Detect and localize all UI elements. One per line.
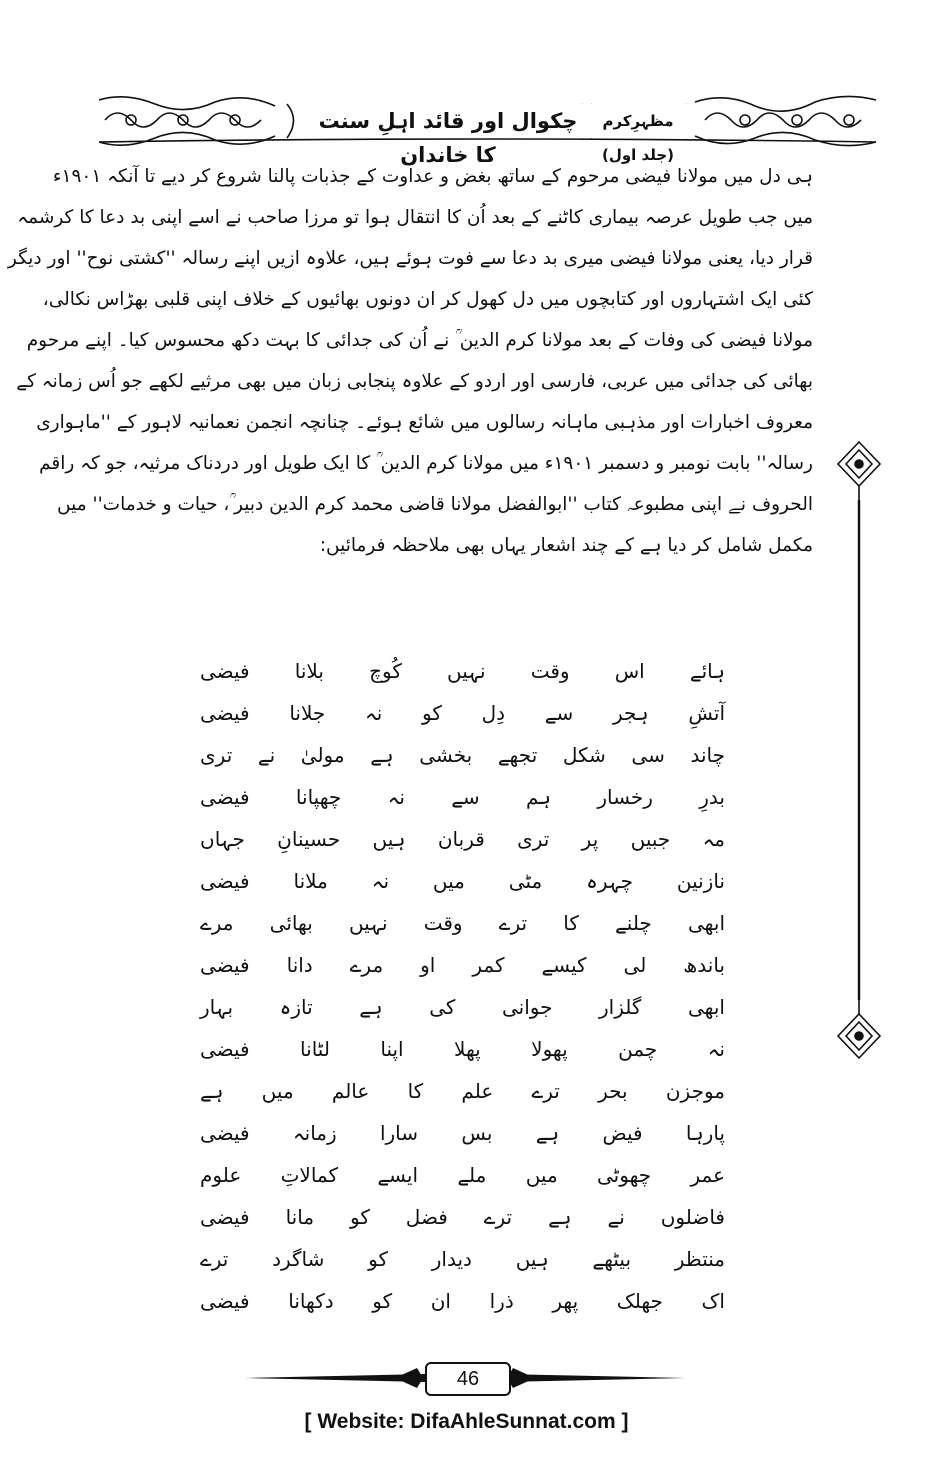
paragraph-line: مکمل شامل کر دیا ہے کے چند اشعار یہاں بھی ملاحظہ فرمائیں:	[319, 535, 813, 556]
paragraph-line: الحروف نے اپنی مطبوعہ کتاب ''ابوالفضل مولانا قاضی محمد کرم الدین دبیر ؒ، حیات و خدمات'' میں	[57, 494, 813, 515]
poem-verse: منتظر بیٹھے ہیں دیدار کو شاگرد ترے	[200, 1247, 725, 1271]
side-ornament-icon	[836, 440, 882, 1060]
poem-verse: باندھ لی کیسے کمر او مرے دانا فیضی	[200, 953, 725, 977]
paragraph-line: قرار دیا، یعنی مولانا فیضی میری بد دعا سے فوت ہوئے ہیں، علاوہ ازیں اپنے رسالہ ''کشتی نوح'' اور دیگر	[7, 248, 813, 269]
paragraph-line: رسالہ'' بابت نومبر و دسمبر ۱۹۰۱ء میں مولانا کرم الدین ؒ کا ایک طویل اور دردناک مرثیہ، جو کہ راقم	[39, 453, 813, 474]
poem-verse: آتشِ ہجر سے دِل کو نہ جلانا فیضی	[200, 701, 725, 725]
website-footer: [ Website: DifaAhleSunnat.com ]	[304, 1410, 629, 1433]
paragraph-line: ہی دل میں مولانا فیضی مرحوم کے ساتھ بغض و عداوت کے جذبات پالنا شروع کر دیے تا آنکہ ۱۹۰۱ء	[52, 166, 813, 187]
poem-verse: عمر چھوٹی میں ملے ایسے کمالاتِ علوم	[200, 1163, 725, 1187]
poem-verse: اک جھلک پھر ذرا ان کو دکھانا فیضی	[200, 1289, 725, 1313]
book-title: مظہرِکرم (جلد اول)	[585, 104, 691, 138]
body-paragraph	[7, 156, 813, 566]
poem-verse: ابھی گلزار جوانی کی ہے تازہ بہار	[200, 995, 725, 1019]
paragraph-line: میں جب طویل عرصہ بیماری کاٹنے کے بعد اُن کا انتقال ہوا تو مرزا صاحب نے اسے اپنی بد دعا کا کرشمہ	[17, 207, 813, 228]
page-number: 46	[425, 1362, 511, 1396]
chapter-title: چکوال اور قائد اہلِ سنت کا خاندان	[300, 104, 596, 138]
paragraph-line: کئی ایک اشتہاروں اور کتابچوں میں دل کھول کر ان دونوں بھائیوں کے خلاف اپنی قلبی بھڑاس نکالی،	[42, 289, 813, 310]
poem-verse: مہ جبیں پر تری قربان ہیں حسینانِ جہاں	[200, 827, 725, 851]
running-header	[95, 92, 880, 167]
poem-verse: فاضلوں نے ہے ترے فضل کو مانا فیضی	[200, 1205, 725, 1229]
paragraph-line: بھائی کی جدائی میں عربی، فارسی اور اردو کے علاوہ پنجابی زبان میں بھی مرثیے لکھے جو اُس زمانہ کے	[16, 371, 813, 392]
paragraph-line: معروف اخبارات اور مذہبی ماہانہ رسالوں میں شائع ہوئے۔ چنانچہ انجمن نعمانیہ لاہور کے ''ماہواری	[36, 412, 813, 433]
paragraph-line: مولانا فیضی کی وفات کے بعد مولانا کرم الدین ؒ نے اُن کی جدائی کا بہت دکھ محسوس کیا۔ اپنے مرحوم	[26, 330, 813, 351]
poem-verse: چاند سی شکل تجھے بخشی ہے مولیٰ نے تری	[200, 743, 725, 767]
poem-verse: پارہا فیض ہے بس سارا زمانہ فیضی	[200, 1121, 725, 1145]
poem-verse: موجزن بحر ترے علم کا عالم میں ہے	[200, 1079, 725, 1103]
poem-verse: نازنین چہرہ مٹی میں نہ ملانا فیضی	[200, 869, 725, 893]
poem-verse: ہائے اس وقت نہیں کُوچ بلانا فیضی	[200, 659, 725, 683]
poem-verse: نہ چمن پھولا پھلا اپنا لٹانا فیضی	[200, 1037, 725, 1061]
poem-verse: ابھی چلنے کا ترے وقت نہیں بھائی مرے	[200, 911, 725, 935]
poem-verse: بدرِ رخسار ہم سے نہ چھپانا فیضی	[200, 785, 725, 809]
elegy-poem	[200, 650, 725, 1322]
